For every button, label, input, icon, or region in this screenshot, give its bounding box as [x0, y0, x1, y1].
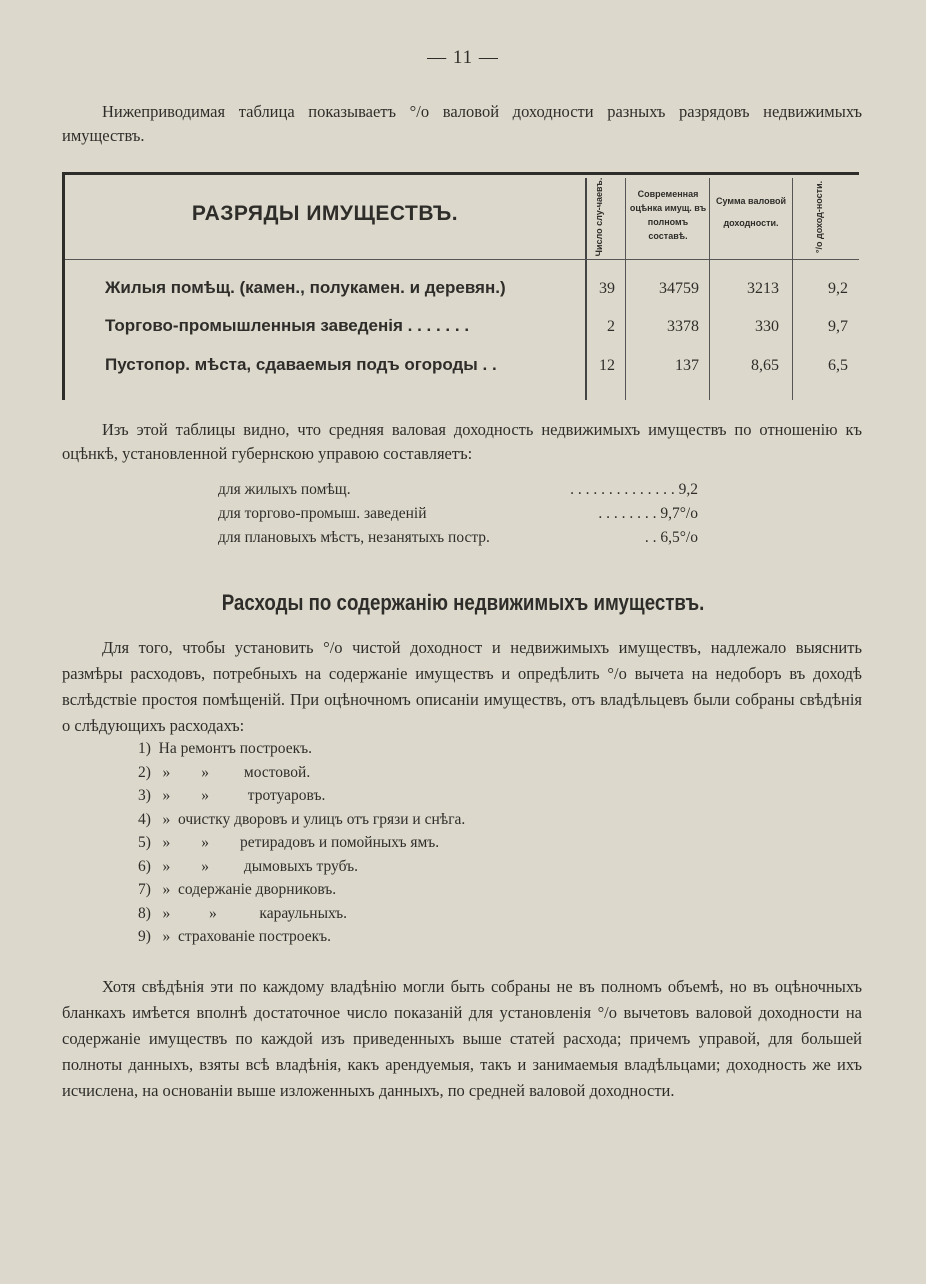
summary-list — [218, 478, 698, 550]
expense-item: 1) На ремонтъ построекъ. — [138, 740, 313, 757]
row-label: Торгово-промышленныя заведенія . . . . . . . — [105, 316, 470, 335]
summary-item-value: . . 6,5°/o — [644, 529, 698, 546]
row-sum: 3213 — [747, 280, 779, 297]
row-valuation: 3378 — [667, 318, 699, 335]
table-header-percent: °/o доход-ности. — [814, 180, 824, 254]
expenses-intro-paragraph: Для того, чтобы установить °/o чистой доходност и недвижимыхъ имуществъ, надлежало выяснить размѣры расходовъ, потребныхъ на содержаніе имуществъ и опредѣлить °/o вычета на недоборъ въ доходѣ вслѣдствіе простоя помѣщеній. При оцѣночномъ описаніи имуществъ, отъ владѣльцевъ были собраны свѣдѣнія о слѣдующихъ расходахъ: — [62, 638, 862, 735]
row-valuation: 34759 — [659, 280, 699, 297]
expense-item: 2) » » мостовой. — [138, 763, 311, 781]
summary-item-value: . . . . . . . . . . . . . . 9,2 — [570, 481, 698, 498]
table-row — [65, 273, 859, 309]
table-row — [65, 311, 859, 347]
expense-item: 8) » » караульныхъ. — [138, 904, 348, 922]
summary-list-item — [218, 478, 698, 502]
row-valuation: 137 — [675, 357, 699, 374]
page-number: — 11 — — [427, 47, 499, 68]
row-count: 39 — [599, 280, 615, 297]
expense-item: 3) » » тротуаровъ. — [138, 787, 326, 804]
summary-list-item — [218, 502, 698, 526]
income-table — [62, 172, 859, 400]
summary-item-label: для торгово-промыш. заведеній — [218, 505, 427, 522]
section-title: Расходы по содержанію недвижимыхъ имуществъ. — [221, 590, 705, 615]
expense-item: 6) » » дымовыхъ трубъ. — [138, 857, 358, 875]
summary-list-item — [218, 526, 698, 550]
table-header-categories: РАЗРЯДЫ ИМУЩЕСТВЪ. — [191, 202, 459, 225]
row-sum: 8,65 — [751, 357, 779, 374]
expense-item: 4) » очистку дворовъ и улицъ отъ грязи и снѣга. — [138, 810, 466, 828]
row-percent: 9,7 — [828, 318, 848, 335]
row-percent: 6,5 — [828, 357, 848, 374]
summary-item-value: . . . . . . . . 9,7°/o — [598, 505, 698, 522]
table-row — [65, 350, 859, 386]
row-label: Жилыя помѣщ. (камен., полукамен. и деревян.) — [105, 278, 506, 297]
closing-paragraph: Хотя свѣдѣнія эти по каждому владѣнію могли быть собраны не въ полномъ объемѣ, но въ оцѣночныхъ бланкахъ имѣется вполнѣ достаточное число показаній для установленія °/o вычетовъ валовой доходности на содержаніе имуществъ по каждой изъ приведенныхъ выше статей расхода; причемъ управой, для большей полноты данныхъ, взяты всѣ владѣнія, какъ арендуемыя, такъ и занимаемыя владѣльцами; доходность же ихъ исчислена, на основаніи выше изложенныхъ данныхъ, по средней валовой доходности. — [62, 977, 862, 1100]
expense-item: 9) » страхованіе построекъ. — [138, 928, 332, 945]
row-sum: 330 — [755, 318, 779, 335]
summary-item-label: для жилыхъ помѣщ. — [218, 481, 351, 498]
expense-list — [138, 740, 465, 952]
table-header-valuation: Современная оцѣнка имущ. въ полномъ составѣ. — [629, 189, 707, 241]
table-header-rule — [65, 259, 859, 260]
table-header-count: Число слу-чаевъ. — [594, 177, 604, 257]
expense-item: 5) » » ретирадовъ и помойныхъ ямъ. — [138, 834, 440, 851]
summary-paragraph: Изъ этой таблицы видно, что средняя валовая доходность недвижимыхъ имуществъ по отношенію къ оцѣнкѣ, установленной губернскою управою составляетъ: — [62, 420, 862, 463]
row-count: 2 — [607, 318, 615, 335]
intro-paragraph: Нижеприводимая таблица показываетъ °/o валовой доходности разныхъ разрядовъ недвижимыхъ имуществъ. — [62, 102, 862, 145]
row-count: 12 — [599, 357, 615, 374]
summary-item-label: для плановыхъ мѣстъ, незанятыхъ постр. — [218, 529, 490, 546]
expense-item: 7) » содержаніе дворниковъ. — [138, 881, 337, 898]
table-header-sum: Сумма валовой доходности. — [715, 196, 787, 228]
row-percent: 9,2 — [828, 280, 848, 297]
row-label: Пустопор. мѣста, сдаваемыя подъ огороды . . — [105, 355, 497, 374]
